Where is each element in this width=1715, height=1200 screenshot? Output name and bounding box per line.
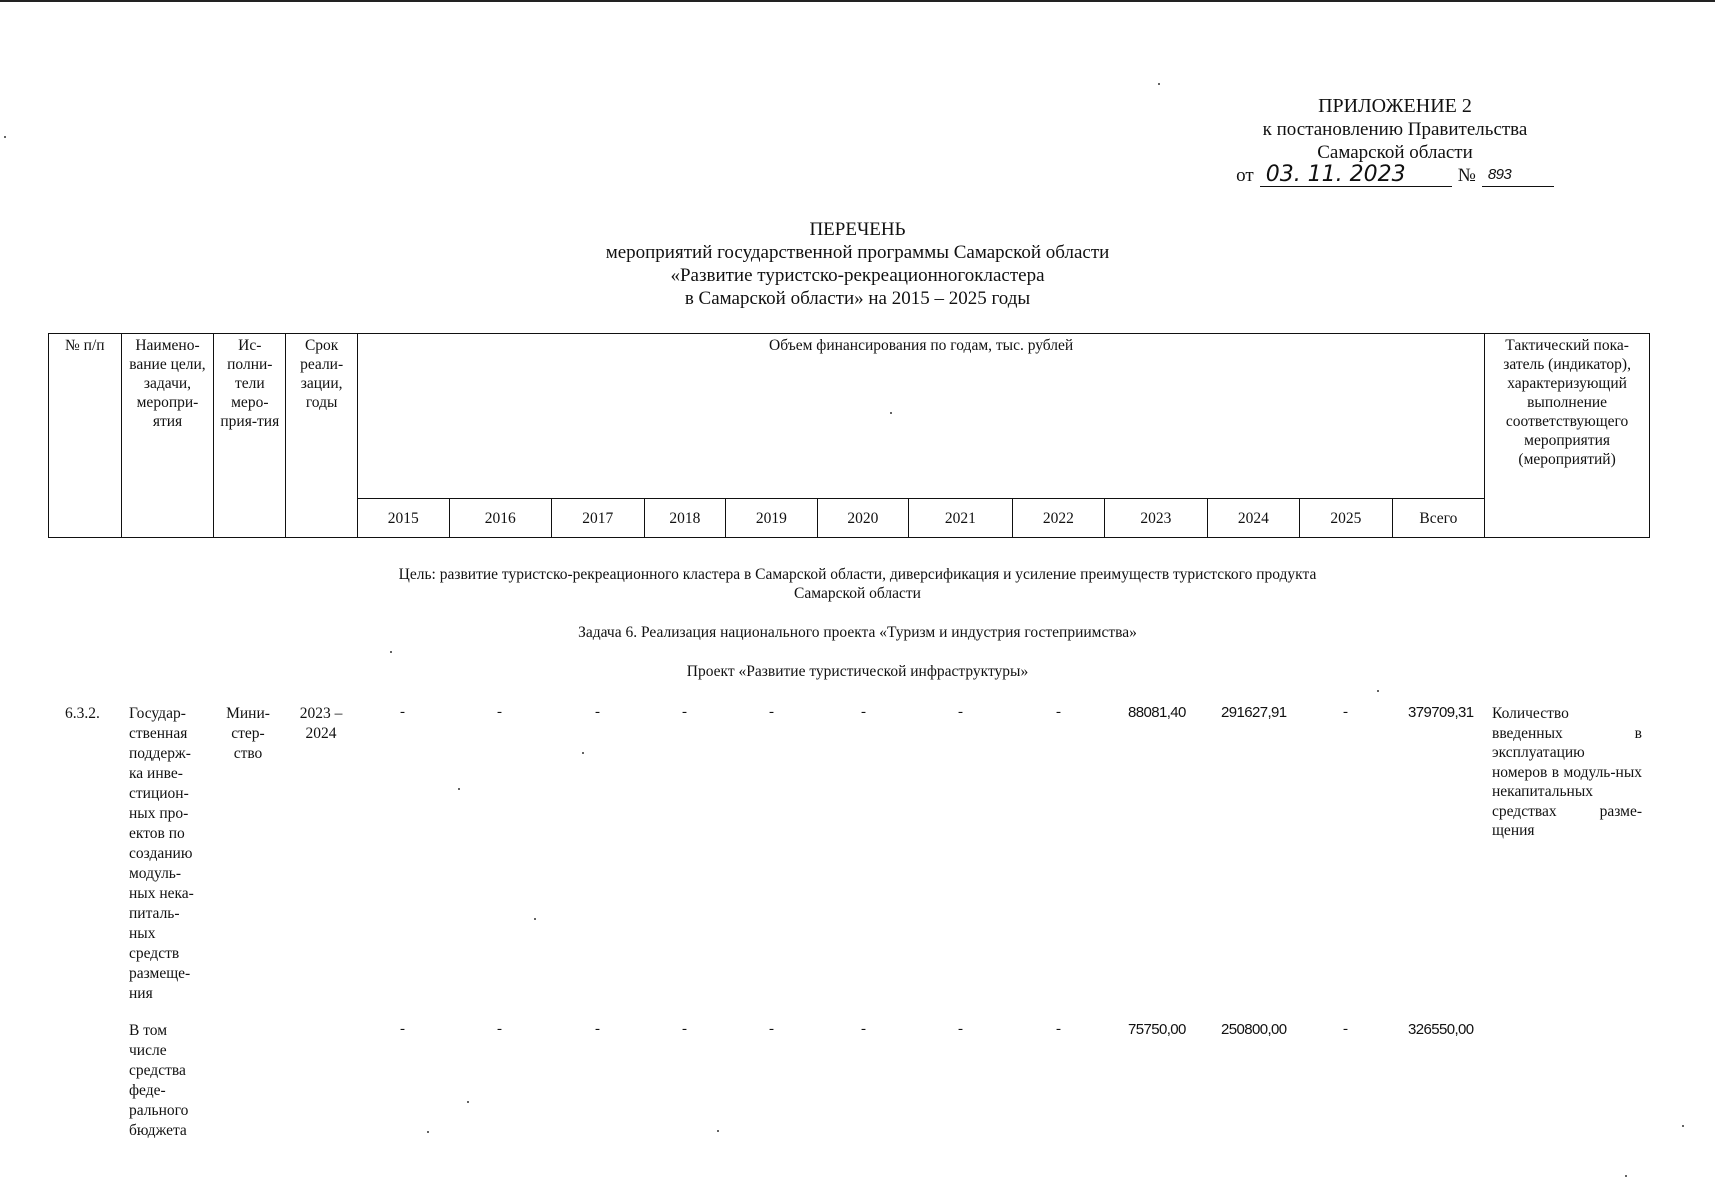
header-year: 2020 xyxy=(817,499,909,538)
row-1-value-2015: - xyxy=(400,704,405,720)
table-header xyxy=(48,333,1650,538)
title-line-4: в Самарской области» на 2015 – 2025 годы xyxy=(684,288,1031,309)
row-2-value-2018: - xyxy=(682,1021,687,1037)
row-1-value-2022: - xyxy=(1056,704,1061,720)
row-1-name-line: Государ- xyxy=(129,705,186,722)
header-num: № п/п xyxy=(49,334,122,538)
scan-speck xyxy=(458,788,460,790)
row-2-value-2023: 75750,00 xyxy=(1128,1021,1186,1038)
scan-speck xyxy=(1682,1125,1684,1127)
row-2-value-2022: - xyxy=(1056,1021,1061,1037)
row-1-name-line: ных про- xyxy=(129,805,189,822)
scan-speck xyxy=(427,1131,429,1133)
appendix-title: ПРИЛОЖЕНИЕ 2 xyxy=(1318,95,1472,117)
row-1-name-line: питаль- xyxy=(129,905,180,922)
row-1-indicator: Количество введенных в эксплуатацию номеров в модуль-ных некапитальных средствах разме-щения xyxy=(1492,705,1642,839)
header-year: 2016 xyxy=(449,499,551,538)
row-1-name-line: ных xyxy=(129,925,156,942)
appendix-line-2: к постановлению Правительства xyxy=(1262,119,1528,140)
row-1-name-line: размеще- xyxy=(129,965,191,982)
title-line-3: «Развитие туристско-рекреационногокластера xyxy=(670,265,1045,286)
appendix-date-line xyxy=(1235,164,1555,187)
row-2-name-line: рального xyxy=(129,1102,189,1119)
row-1-name-line: ка инве- xyxy=(129,765,183,782)
row-2-name-line: бюджета xyxy=(129,1122,187,1139)
row-1-name-line: ных нека- xyxy=(129,885,194,902)
row-1-name-line: средств xyxy=(129,945,180,962)
header-indicator: Тактический пока-затель (индикатор), характеризующий выполнение соответствующего мероприятия (мероприятий) xyxy=(1485,334,1650,538)
header-year: 2025 xyxy=(1300,499,1393,538)
scan-speck xyxy=(4,136,6,138)
task-text: Задача 6. Реализация национального проекта «Туризм и индустрия гостеприимства» xyxy=(578,624,1137,641)
row-1-name xyxy=(129,704,209,1004)
date-prefix: от xyxy=(1236,165,1254,186)
row-1-value-2017: - xyxy=(595,704,600,720)
row-2-value-2025: - xyxy=(1343,1021,1348,1037)
row-1-name-line: ственная xyxy=(129,725,188,742)
number-prefix: № xyxy=(1457,165,1476,186)
row-2-value-2015: - xyxy=(400,1021,405,1037)
row-2-value-2020: - xyxy=(861,1021,866,1037)
handwritten-date: 03. 11. 2023 xyxy=(1260,164,1452,187)
row-1-term-line: 2024 xyxy=(305,725,337,742)
header-funding: Объем финансирования по годам, тыс. рублей xyxy=(358,334,1485,499)
row-1-term xyxy=(290,704,352,744)
row-2-name xyxy=(129,1021,209,1141)
scan-speck xyxy=(1377,690,1379,692)
row-1-value-2024: 291627,91 xyxy=(1221,704,1287,721)
goal-line-2: Самарской области xyxy=(794,585,921,602)
row-1-executor xyxy=(224,704,272,764)
header-year: 2023 xyxy=(1105,499,1207,538)
document-title xyxy=(0,218,1715,310)
header-year: 2015 xyxy=(358,499,450,538)
scan-speck xyxy=(1625,1175,1627,1177)
row-1-name-line: стицион- xyxy=(129,785,189,802)
row-2-value-2021: - xyxy=(958,1021,963,1037)
header-year: 2022 xyxy=(1012,499,1105,538)
row-1-value-2016: - xyxy=(497,704,502,720)
header-year: 2021 xyxy=(909,499,1012,538)
appendix-line-3: Самарской области xyxy=(1317,142,1473,163)
row-1-value-2021: - xyxy=(958,704,963,720)
row-2-value-2019: - xyxy=(769,1021,774,1037)
goal-text xyxy=(0,565,1715,603)
scan-speck xyxy=(1158,83,1160,85)
scan-speck xyxy=(467,1101,469,1103)
header-term: Срок реали-зации, годы xyxy=(286,334,358,538)
row-1-exec-line: Мини- xyxy=(226,705,270,722)
scan-speck xyxy=(717,1130,719,1132)
row-1-name-line: созданию xyxy=(129,845,193,862)
header-year: 2024 xyxy=(1207,499,1300,538)
header-name: Наимено-вание цели, задачи, меропри-ятия xyxy=(121,334,214,538)
row-2-name-line: числе xyxy=(129,1042,167,1059)
appendix-block xyxy=(1235,95,1555,187)
handwritten-number: 893 xyxy=(1482,164,1554,187)
row-1-value-2019: - xyxy=(769,704,774,720)
row-1-exec-line: стер- xyxy=(231,725,265,742)
header-year: 2017 xyxy=(552,499,645,538)
goal-line-1: Цель: развитие туристско-рекреационного кластера в Самарской области, диверсификация и усиление преимуществ туристского продукта xyxy=(398,566,1317,583)
row-1-term-line: 2023 – xyxy=(299,705,343,722)
title-line-2: мероприятий государственной программы Самарской области xyxy=(605,242,1110,263)
row-1-value-2020: - xyxy=(861,704,866,720)
row-2-value-total: 326550,00 xyxy=(1408,1021,1474,1038)
row-2-name-line: средства xyxy=(129,1062,186,1079)
title-line-1: ПЕРЕЧЕНЬ xyxy=(809,219,906,240)
row-2-value-2024: 250800,00 xyxy=(1221,1021,1287,1038)
project-text: Проект «Развитие туристической инфраструктуры» xyxy=(686,663,1029,680)
row-1-exec-line: ство xyxy=(233,745,263,762)
row-2-value-2017: - xyxy=(595,1021,600,1037)
row-1-value-2023: 88081,40 xyxy=(1128,704,1186,721)
row-1-value-2025: - xyxy=(1343,704,1348,720)
header-executors: Ис-полни-тели меро-прия-тия xyxy=(214,334,286,538)
scan-speck xyxy=(534,918,536,920)
row-1-name-line: ектов по xyxy=(129,825,185,842)
row-1-name-line: модуль- xyxy=(129,865,182,882)
header-year: 2019 xyxy=(726,499,818,538)
scan-speck xyxy=(890,412,892,414)
header-year: 2018 xyxy=(644,499,726,538)
row-1-num: 6.3.2. xyxy=(65,705,100,722)
row-2-name-line: В том xyxy=(129,1022,168,1039)
scan-speck xyxy=(582,752,584,754)
row-1-name-line: поддерж- xyxy=(129,745,191,762)
row-1-name-line: ния xyxy=(129,985,153,1002)
top-border-line xyxy=(0,0,1715,2)
header-year-total: Всего xyxy=(1392,499,1485,538)
row-1-value-2018: - xyxy=(682,704,687,720)
row-2-name-line: феде- xyxy=(129,1082,166,1099)
scan-speck xyxy=(390,651,392,653)
row-2-value-2016: - xyxy=(497,1021,502,1037)
row-1-value-total: 379709,31 xyxy=(1408,704,1474,721)
